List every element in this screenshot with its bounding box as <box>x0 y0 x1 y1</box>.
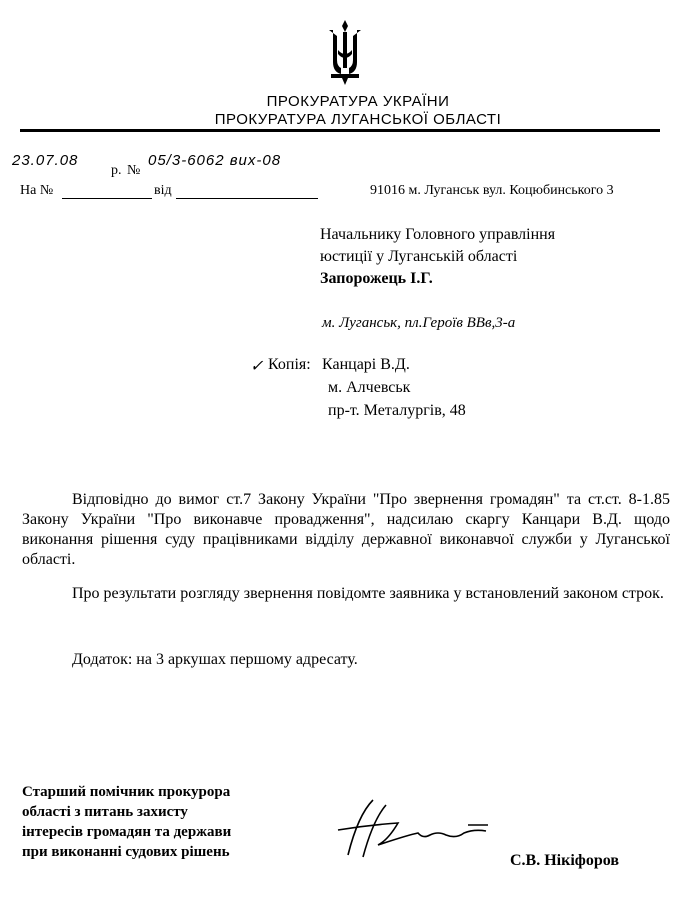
attachment-note: Додаток: на 3 аркушах першому адресату. <box>72 651 358 668</box>
recipient-line1: Начальнику Головного управління <box>320 226 556 243</box>
header-rule <box>20 129 660 132</box>
recipient-address: м. Луганськ, пл.Героїв ВВв,3-а <box>322 315 516 331</box>
signer-title <box>22 782 312 862</box>
recipient-name: Запорожець І.Г. <box>320 270 433 287</box>
copy-street: пр-т. Металургів, 48 <box>328 402 466 419</box>
check-mark-icon: ✓ <box>250 358 264 375</box>
signer-name: С.В. Нікіфоров <box>510 852 619 869</box>
copy-label: Копія: <box>268 356 311 373</box>
sender-address: 91016 м. Луганськ вул. Коцюбинського 3 <box>370 183 614 198</box>
handwritten-number: 05/3-6062 вих-08 <box>148 152 282 169</box>
org-title-line2: ПРОКУРАТУРА ЛУГАНСЬКОЇ ОБЛАСТІ <box>214 111 502 128</box>
signer-title-line4: при виконанні судових рішень <box>22 844 230 860</box>
signer-title-line3: інтересів громадян та держави <box>22 824 232 840</box>
copy-city: м. Алчевськ <box>328 379 411 396</box>
trident-icon <box>325 18 365 86</box>
handwritten-date: 23.07.08 <box>12 152 79 169</box>
vid-date-line <box>176 184 318 199</box>
org-title-line1: ПРОКУРАТУРА УКРАЇНИ <box>266 93 450 110</box>
body-paragraph-2: Про результати розгляду звернення повідомте заявника у встановлений законом строк. <box>72 585 664 602</box>
copy-name: Канцарі В.Д. <box>322 356 410 373</box>
vid-label: від <box>154 183 172 198</box>
handwritten-signature <box>318 795 508 865</box>
signer-title-line2: області з питань захисту <box>22 804 188 820</box>
signer-title-line1: Старший помічник прокурора <box>22 784 231 800</box>
num-label: № <box>127 163 141 178</box>
r-label: р. <box>111 163 122 178</box>
body-paragraph-1: Відповідно до вимог ст.7 Закону України "Про звернення громадян" та ст.ст. 8-1.85 Закону України "Про виконавче провадження", надсилаю скаргу Канцари В.Д. щодо виконання рішення суду працівниками відділу державної виконавчої служби у Луганської області. <box>22 491 670 568</box>
na-number-line <box>62 184 152 199</box>
na-label: На № <box>20 183 54 198</box>
recipient-line2: юстиції у Луганській області <box>320 248 518 265</box>
